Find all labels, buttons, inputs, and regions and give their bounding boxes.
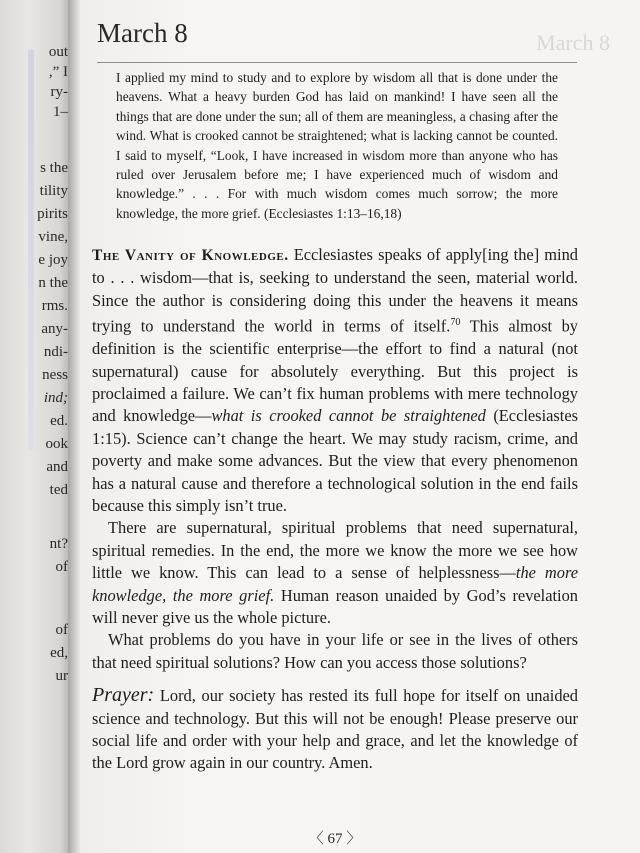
section-run-in-heading: The Vanity of Knowledge. <box>92 247 289 264</box>
left-page-fragment: 1– <box>53 104 68 120</box>
reflection-body <box>92 244 578 775</box>
left-page-fragment: ndi- <box>43 344 68 360</box>
left-page-fragment: and <box>46 459 68 475</box>
left-page-fragment: ness <box>42 367 68 383</box>
reflection-question: What problems do you have in your life or see in the lives of others that need spiritual solutions? How can you access those solutions? <box>92 630 578 672</box>
left-page-fragment: of <box>55 622 68 638</box>
paragraph-text: Ecclesiastes speaks of apply[ing the] mind to . . . wisdom—that is, seeking to understand the seen, material world. Since the author is considering doing this under the heavens it means trying to understand the world in terms of itself. <box>92 245 579 336</box>
footnote-reference: 70 <box>450 317 461 329</box>
left-page-fragment: ,” I <box>48 64 68 80</box>
paragraph-text: This almost by definition is the scientific enterprise—the effort to find a natural (not supernatural) cause for absolutely everything. But this project is proclaimed a failure. We can’t fix human problems with mere technology and knowledge— <box>92 316 578 426</box>
left-page-fragment: out <box>48 44 68 60</box>
devotional-page <box>80 0 640 853</box>
left-page-fragment: pirits <box>37 206 68 222</box>
italic-quote: the more knowledge, the more grief. <box>92 563 578 605</box>
left-page-fragment: ur <box>55 668 68 684</box>
paragraph-spiritual-problems <box>92 517 578 629</box>
left-page-fragment: s the <box>40 160 68 176</box>
paragraph-vanity-of-knowledge <box>92 244 578 517</box>
left-facing-page <box>0 0 70 853</box>
paragraph-text: Human reason unaided by God’s revelation will never give us the whole picture. <box>92 585 578 627</box>
italic-quote: what is crooked cannot be straightened <box>211 406 486 426</box>
prayer-text: Lord, our society has rested its full hope for itself on unaided science and technology. But this will not be enough! Please preserve our social life and order with your help and grace, and let the knowledge of the Lord grow again in our country. Amen. <box>92 686 578 773</box>
left-page-fragment: ry- <box>50 84 68 100</box>
left-page-fragment: ed. <box>50 413 68 429</box>
show-through-text: March 8 <box>536 30 610 55</box>
left-page-fragment: nt? <box>49 536 68 552</box>
left-page-fragment: n the <box>38 275 68 291</box>
paragraph-text: (Ecclesiastes 1:15). Science can’t change the heart. We may study racism, crime, and poverty and make some advances. But the view that every phenomenon has a natural cause and therefore a technological solution in the end fails because this simply isn’t true. <box>92 406 578 515</box>
page-date-heading: March 8 <box>97 18 188 48</box>
left-page-fragment: ted <box>49 482 68 498</box>
left-page-fragment: vine, <box>38 229 68 245</box>
left-page-fragment: ind; <box>43 390 68 406</box>
left-page-fragment: e joy <box>38 252 68 268</box>
left-page-fragment: ed, <box>50 645 68 661</box>
left-page-fragment: any- <box>41 321 68 337</box>
prayer-label: Prayer: <box>92 684 155 707</box>
heading-rule <box>97 62 577 63</box>
prayer-paragraph <box>92 684 578 775</box>
left-page-fragment: rms. <box>41 298 68 314</box>
page-number: 〈 67 〉 <box>308 831 362 847</box>
left-page-fragment: ook <box>45 436 68 452</box>
left-page-fragment: tility <box>39 183 68 199</box>
scripture-passage: I applied my mind to study and to explore by wisdom all that is done under the heavens. What a heavy burden God has laid on mankind! I have seen all the things that are done under the sun; all of them are meaningless, a chasing after the wind. What is crooked cannot be straightened; what is lacking cannot be counted. I said to myself, “Look, I have increased in wisdom more than anyone who has ruled over Jerusalem before me; I have experienced much of wisdom and knowledge.” . . . For with much wisdom comes much sorrow; the more knowledge, the more grief. (Ecclesiastes 1:13–16,18) <box>116 70 558 221</box>
left-page-fragment: of <box>55 559 68 575</box>
paragraph-text: There are supernatural, spiritual problems that need supernatural, spiritual remedies. In the end, the more we know the more we see how little we know. This can lead to a sense of helplessness— <box>92 518 578 583</box>
